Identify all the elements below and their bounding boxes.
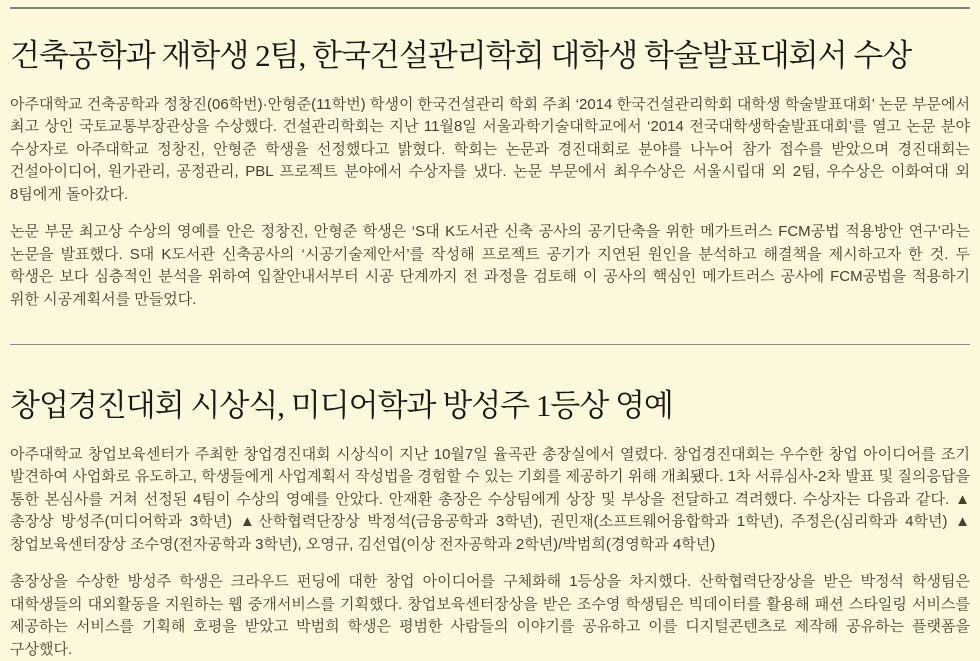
- news-page: [0, 7, 980, 658]
- article-paragraph: 아주대학교 건축공학과 정창진(06학번)·안형준(11학번) 학생이 한국건설관리 학회 주최 ‘2014 한국건설관리학회 대학생 학술발표대회’ 논문 부문에서 최고 상인 국토교통부장관상을 수상했다. 건설관리학회는 지난 11월8일 서울과학기술대학교에서 ‘2014 전국대학생학술발표대회’를 열고 논문 분야 수상자로 아주대학교 정창진, 안형준 학생을 선정했다고 밝혔다. 학회는 논문과 경진대회로 분야를 나누어 참가 접수를 받았으며 경진대회는 건설아이디어, 원가관리, 공정관리, PBL 프로젝트 분야에서 수상자를 냈다. 논문 부문에서 최우수상은 서울시립대 외 2팀, 우수상은 이화여대 외 8팀에게 돌아갔다.: [10, 95, 970, 203]
- article-paragraph: 아주대학교 창업보육센터가 주최한 창업경진대회 시상식이 지난 10월7일 율곡관 총장실에서 열렸다. 창업경진대회는 우수한 창업 아이디어를 조기 발견하여 사업화로 유도하고, 학생들에게 사업계획서 작성법을 경험할 수 있는 기회를 제공하기 위해 개최됐다. 1차 서류심사-2차 발표 및 질의응답을 통한 본심사를 거쳐 선정된 4팀이 수상의 영예를 안았다. 안재환 총장은 수상팀에게 상장 및 부상을 전달하고 격려했다. 수상자는 다음과 같다. ▲총장상 방성주(미디어학과 3학년) ▲산학협력단장상 박정석(금융공학과 3학년), 권민재(소프트웨어융합학과 1학년), 주정은(심리학과 4학년) ▲창업보육센터장상 조수영(전자공학과 3학년), 오영규, 김선엽(이상 전자공학과 2학년)/박범희(경영학과 4학년): [10, 445, 970, 553]
- section-divider: [10, 344, 970, 345]
- article-title: 건축공학과 재학생 2팀, 한국건설관리학회 대학생 학술발표대회서 수상: [10, 38, 912, 73]
- article-title: 창업경진대회 시상식, 미디어학과 방성주 1등상 영예: [10, 388, 673, 424]
- article-paragraph: 총장상을 수상한 방성주 학생은 크라우드 펀딩에 대한 창업 아이디어를 구체화해 1등상을 차지했다. 산학협력단장상을 받은 박정석 학생팀은 대학생들의 대외활동을 지원하는 웹 중개서비스를 기획했다. 창업보육센터장상을 받은 조수영 학생팀은 빅데이터를 활용해 패션 스타일링 서비스를 제공하는 서비스를 기획해 호평을 받았고 박범희 학생은 평범한 사람들의 이야기를 공유하고 이를 디지털콘텐츠로 제작해 공유하는 플랫폼을 구상했다.: [10, 573, 970, 658]
- article-startup-contest: [10, 388, 970, 661]
- article-construction-award: [10, 38, 970, 311]
- article-paragraph: 논문 부문 최고상 수상의 영예를 안은 정창진, 안형준 학생은 ‘S대 K도서관 신축 공사의 공기단축을 위한 메가트러스 FCM공법 적용방안 연구’라는 논문을 발표했다. S대 K도서관 신축공사의 ‘시공기술제안서’를 작성해 프로젝트 공기가 지연된 원인을 분석하고 해결책을 제시하고자 한 것. 두 학생은 보다 심층적인 분석을 위하여 입찰안내서부터 시공 단계까지 전 과정을 검토해 이 공사의 핵심인 메가트러스 공사에 FCM공법을 적용하기 위한 시공계획서를 만들었다.: [10, 223, 970, 308]
- top-divider: [10, 7, 970, 9]
